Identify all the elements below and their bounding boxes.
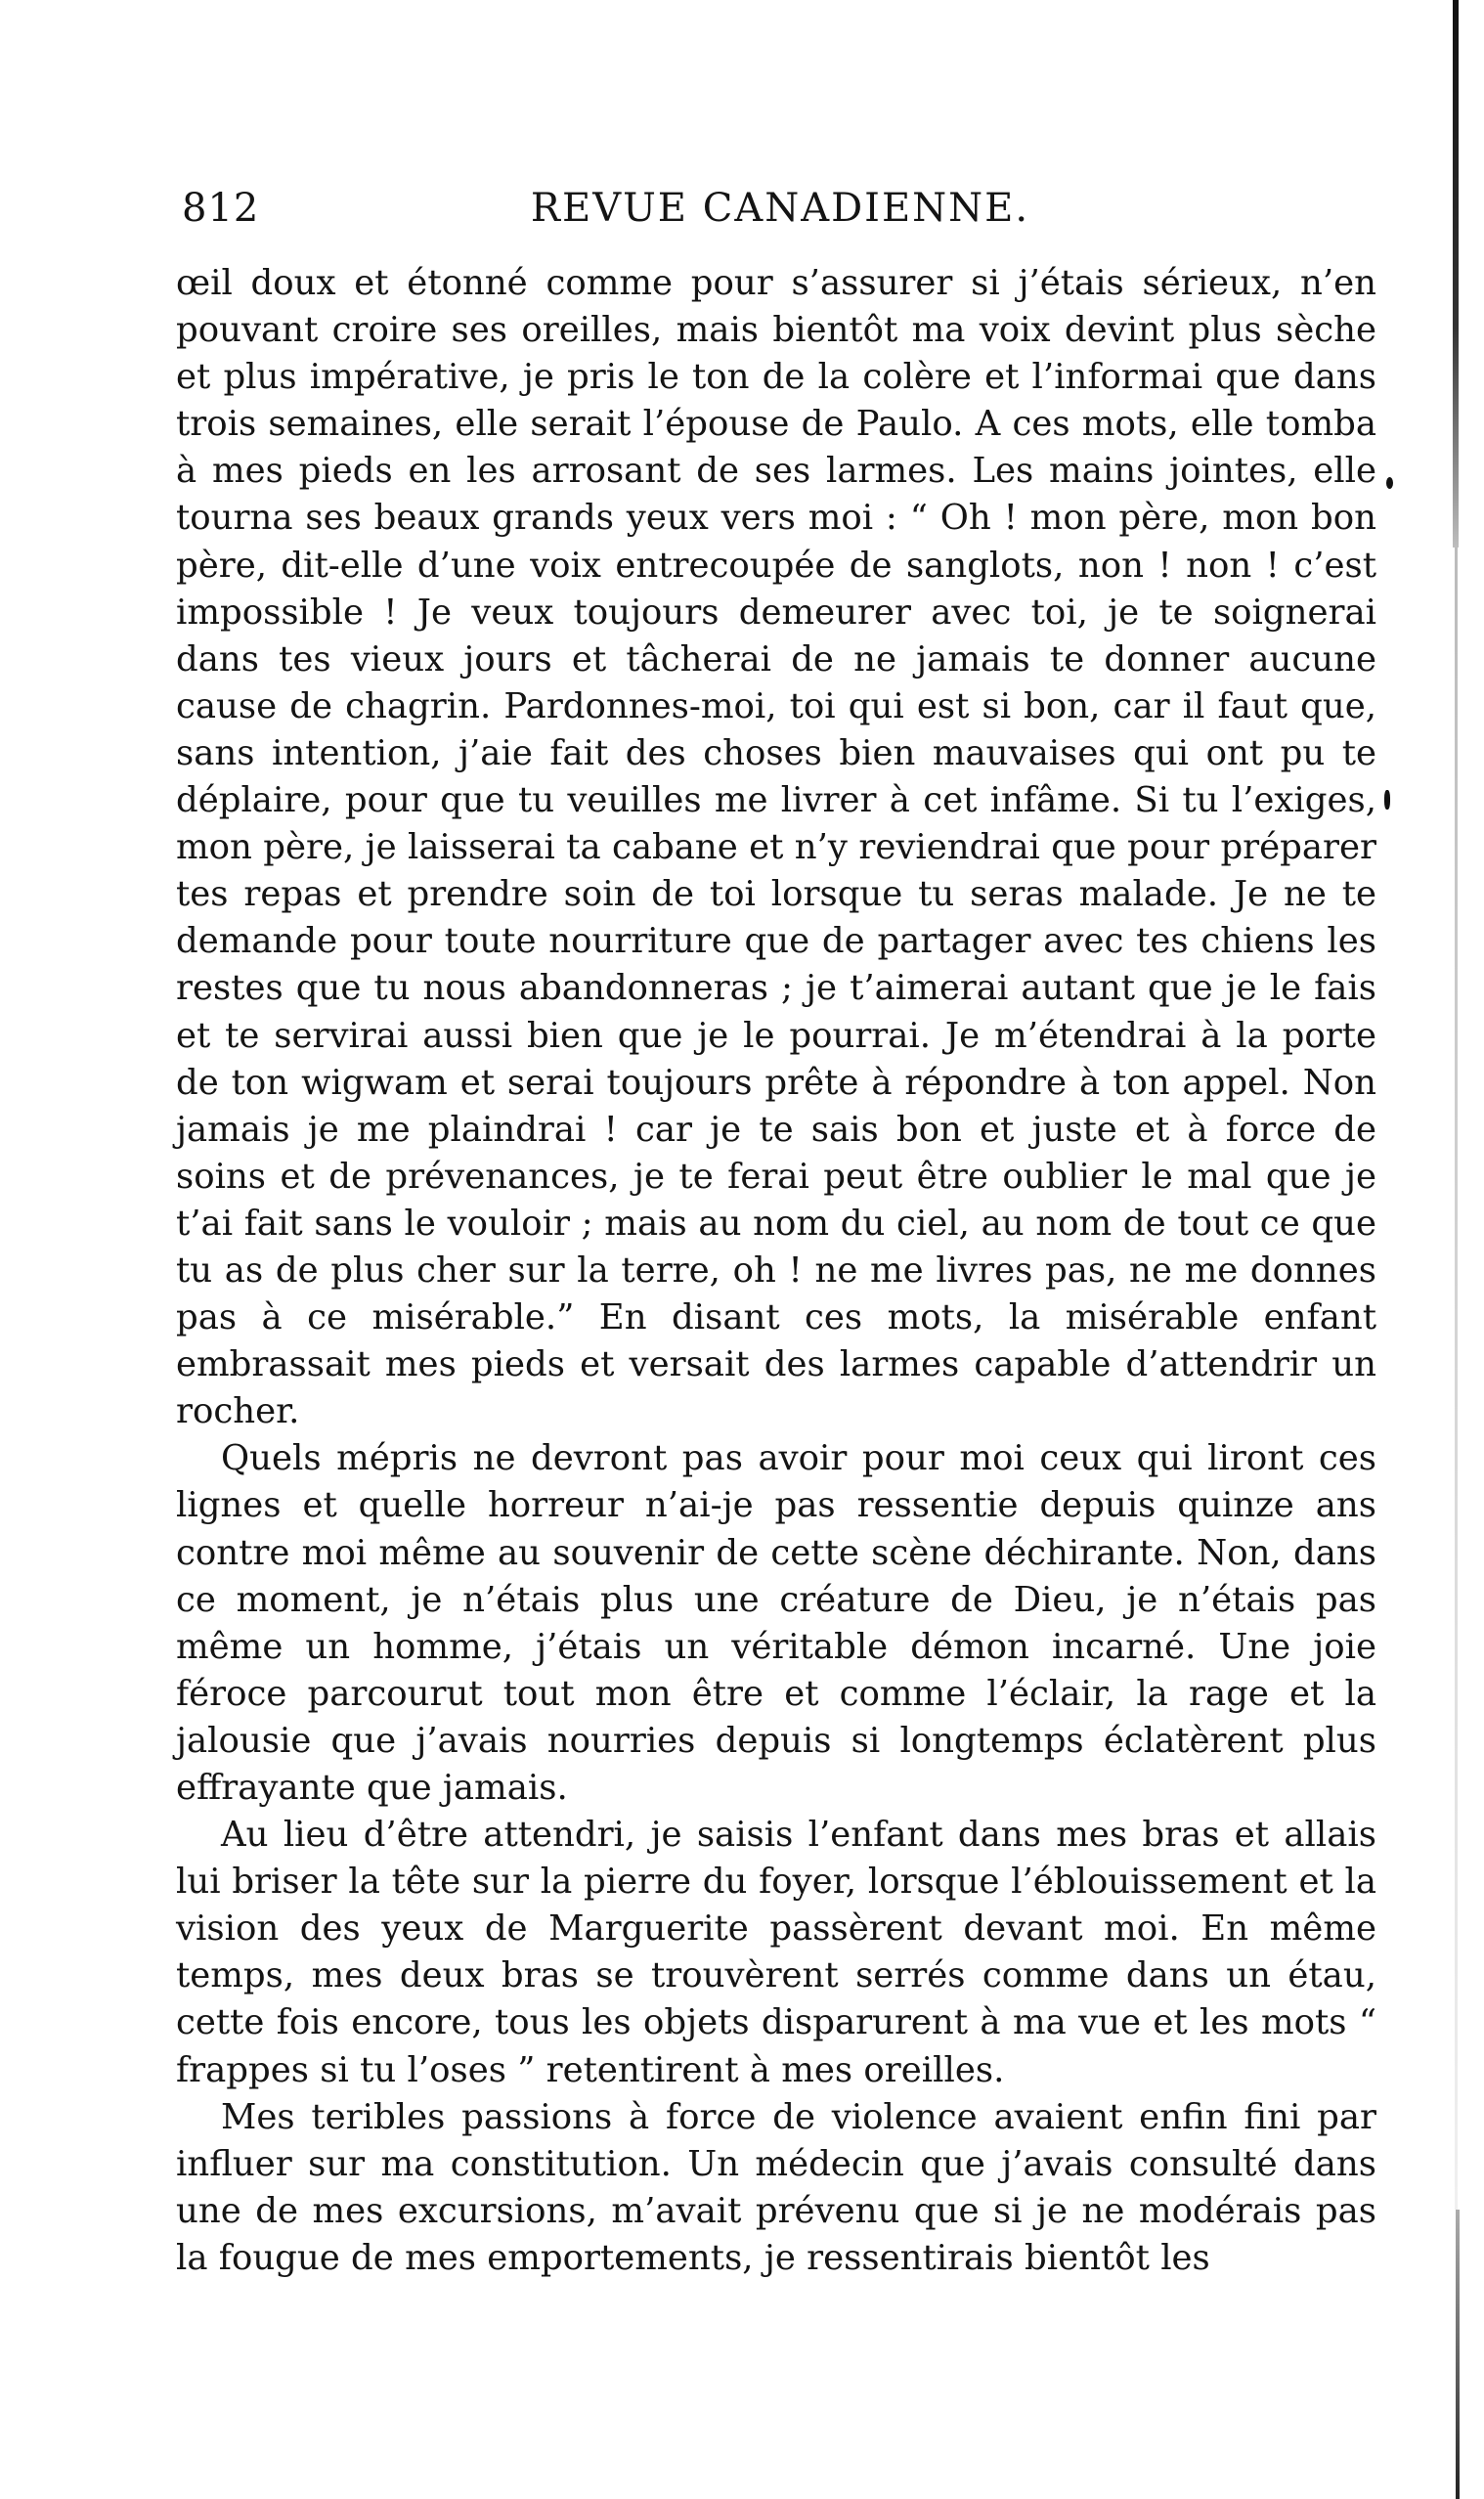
paragraph-4: Mes teribles passions à force de violence avaient enfin fini par influer sur ma constitution. Un médecin que j’avais consulté dans une de mes excursions, m’avait prévenu que si je ne modérais pas la fougue de mes emportements, je ressentirais bientôt les xyxy=(176,2096,1376,2278)
paragraph-2: Quels mépris ne devront pas avoir pour moi ceux qui liront ces lignes et quelle horreur n’ai-je pas ressentie depuis quinze ans contre moi même au souvenir de cette scène déchirante. Non, dans ce moment, je n’étais plus une créature de Dieu, je n’étais pas même un homme, j’étais un véritable démon incarné. Une joie féroce parcourut tout mon être et comme l’éclair, la rage et la jalousie que j’avais nourries depuis si longtemps éclatèrent plus effrayante que jamais. xyxy=(176,1438,1376,1808)
body-text xyxy=(176,260,1376,2431)
edge-line-top xyxy=(1453,0,1459,548)
paragraph-1: œil doux et étonné comme pour s’assurer si j’étais sérieux, n’en pouvant croire ses oreilles, mais bientôt ma voix devint plus sèche et plus impérative, je pris le ton de la colère et l’informai que dans trois semaines, elle serait l’épouse de Paulo. A ces mots, elle tomba à mes pieds en les arrosant de ses larmes. Les mains jointes, elle tourna ses beaux grands yeux vers moi : “ Oh ! mon père, mon bon père, dit-elle d’une voix entrecoupée de sanglots, non ! non ! c’est impossible ! Je veux toujours demeurer avec toi, je te soignerai dans tes vieux jours et tâcherai de ne jamais te donner aucune cause de chagrin. Pardonnes-moi, toi qui est si bon, car il faut que, sans intention, j’aie fait des choses bien mauvaises qui ont pu te déplaire, pour que tu veuilles me livrer à cet infâme. Si tu l’exiges, mon père, je laisserai ta cabane et n’y reviendrai que pour préparer tes repas et prendre soin de toi lorsque tu seras malade. Je ne te demande pour toute nourriture que de partager avec tes chiens les restes que tu nous abandonneras ; je t’aimerai autant que je le fais et te servirai aussi bien que je le pourrai. Je m’étendrai à la porte de ton wigwam et serai toujours prête à répondre à ton appel. Non jamais je me plaindrai ! car je te sais bon et juste et à force de soins et de prévenances, je te ferai peut être oublier le mal que je t’ai fait sans le vouloir ; mais au nom du ciel, au nom de tout ce que tu as de plus cher sur la terre, oh ! ne me livres pas, ne me donnes pas à ce misérable.” En disant ces mots, la misérable enfant embrassait mes pieds et versait des larmes capable d’attendrir un rocher. xyxy=(176,263,1376,1432)
paragraph-3: Au lieu d’être attendri, je saisis l’enfant dans mes bras et allais lui briser la tête sur la pierre du foyer, lorsque l’éblouissement et la vision des yeux de Marguerite passèrent devant moi. En même temps, mes deux bras se trouvèrent serrés comme dans un étau, cette fois encore, tous les objets disparurent à ma vue et les mots “ frappes si tu l’oses ” retentirent à mes oreilles. xyxy=(176,1815,1376,2090)
edge-line-middle xyxy=(1455,548,1458,2210)
margin-mark xyxy=(1384,790,1390,810)
margin-mark xyxy=(1386,477,1393,489)
edge-line-bottom xyxy=(1456,2210,1460,2499)
scan-edge-shadow xyxy=(1416,0,1484,2499)
running-head: REVUE CANADIENNE. xyxy=(530,186,1030,231)
page-header xyxy=(182,186,1378,244)
page-number: 812 xyxy=(182,186,260,231)
